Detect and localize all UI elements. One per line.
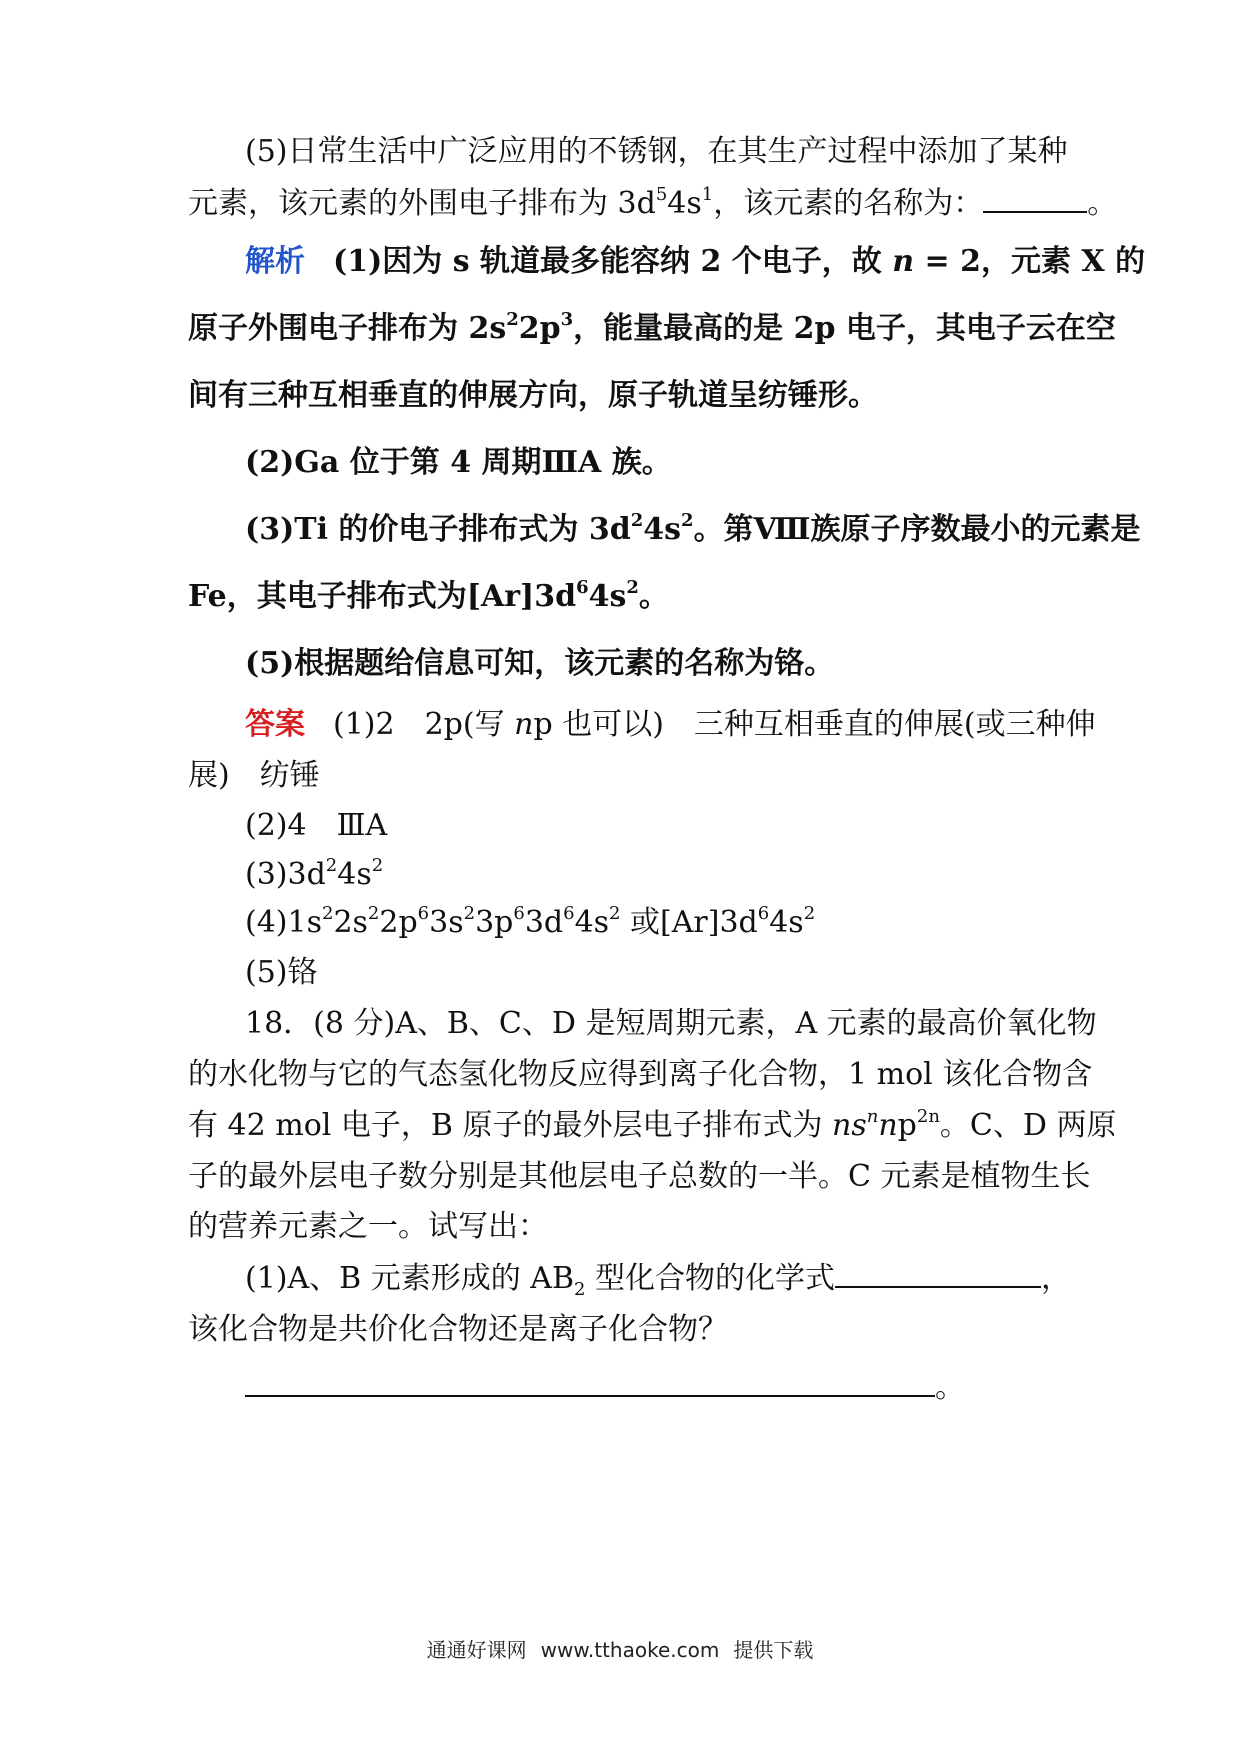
italic-var: n <box>892 244 915 279</box>
answer-text: 3s <box>429 905 464 940</box>
superscript: 2 <box>371 855 384 876</box>
analysis-label: 解析 <box>245 244 305 279</box>
q18-text: ， <box>1041 1261 1071 1296</box>
superscript: n <box>866 1106 879 1127</box>
answer-text: (4)1s <box>245 905 322 940</box>
superscript: 2 <box>463 903 476 924</box>
answer-line-4 <box>245 855 1115 895</box>
answer-text: 2p <box>379 905 418 940</box>
q18-text: 型化合物的化学式 <box>585 1261 835 1296</box>
q18-text: 18．(8 分)A、B、C、D 是短周期元素，A 元素的最高价氧化物 <box>245 1006 1097 1041</box>
footer-url[interactable]: www.tthaoke.com <box>540 1638 720 1662</box>
answer-text: 4s <box>337 857 372 892</box>
q18-sub1-line-3 <box>245 1368 1115 1408</box>
q18-text: 有 42 mol 电子，B 原子的最外层电子排布式为 <box>188 1108 833 1143</box>
analysis-text: 。 <box>638 579 669 614</box>
answer-text: (3)3d <box>245 857 326 892</box>
italic-var: n <box>878 1108 898 1143</box>
superscript: 6 <box>513 903 525 924</box>
q18-text: 。 <box>935 1370 965 1405</box>
superscript: 6 <box>417 903 430 924</box>
answer-text: 4s <box>769 905 804 940</box>
q18-line-4 <box>188 1157 1091 1197</box>
analysis-text: 4s <box>588 579 627 614</box>
q5-line-2 <box>188 184 1118 224</box>
answer-line-6 <box>245 953 1115 993</box>
superscript: 6 <box>757 903 770 924</box>
superscript: 3 <box>560 309 574 330</box>
analysis-line-7 <box>245 644 1115 684</box>
answer-text: (1)2 2p(写 <box>333 707 515 742</box>
answer-text: (5)铬 <box>245 955 318 990</box>
subscript: 2 <box>574 1279 586 1300</box>
q18-line-3 <box>188 1106 1117 1146</box>
analysis-text: ，能量最高的是 2p 电子，其电子云在空 <box>573 311 1116 346</box>
analysis-text: (5)根据题给信息可知，该元素的名称为铬。 <box>245 646 835 681</box>
analysis-text: 。第Ⅷ族原子序数最小的元素是 <box>693 512 1141 547</box>
analysis-line-1 <box>245 242 1146 282</box>
q5-text-end: 。 <box>1087 186 1118 221</box>
footer-site: 通通好课网 <box>426 1638 527 1662</box>
q18-line-1 <box>245 1004 1115 1044</box>
italic-var: ns <box>832 1108 867 1143</box>
answer-blank[interactable] <box>835 1260 1041 1288</box>
superscript: 2 <box>321 903 334 924</box>
q18-text: (1)A、B 元素形成的 AB <box>245 1261 574 1296</box>
q18-text: p <box>897 1108 917 1143</box>
superscript: 5 <box>655 184 668 205</box>
footer <box>0 1636 1240 1664</box>
analysis-text: 间有三种互相垂直的伸展方向，原子轨道呈纺锤形。 <box>188 378 878 413</box>
answer-text: 3d <box>524 905 564 940</box>
analysis-text: (1)因为 s 轨道最多能容纳 2 个电子，故 <box>333 244 893 279</box>
answer-line-1 <box>245 705 1115 745</box>
analysis-text: 2p <box>518 311 561 346</box>
answer-text: 展) 纺锤 <box>188 758 320 793</box>
q18-text: 的营养元素之一。试写出： <box>188 1209 548 1244</box>
q5-text-2c: ，该元素的名称为： <box>713 186 984 221</box>
q18-text: 。C、D 两原 <box>939 1108 1117 1143</box>
superscript: 2 <box>626 577 639 598</box>
superscript: 6 <box>576 577 589 598</box>
analysis-text: 原子外围电子排布为 2s <box>188 311 507 346</box>
q18-sub1-line-1 <box>245 1259 1115 1299</box>
answer-text: 4s <box>574 905 610 940</box>
superscript: 2 <box>803 903 816 924</box>
answer-text: 3p <box>475 905 514 940</box>
answer-text: p 也可以) 三种互相垂直的伸展(或三种伸 <box>533 707 1096 742</box>
q18-text: 该化合物是共价化合物还是离子化合物？ <box>188 1312 728 1347</box>
analysis-text: 4s <box>643 512 682 547</box>
analysis-line-2 <box>188 309 1116 349</box>
superscript: 2n <box>916 1106 940 1127</box>
superscript: 2 <box>630 510 644 531</box>
q18-sub1-line-2 <box>188 1310 1058 1350</box>
q5-text-1: (5)日常生活中广泛应用的不锈钢，在其生产过程中添加了某种 <box>245 134 1068 169</box>
superscript: 6 <box>563 903 575 924</box>
footer-tail: 提供下载 <box>733 1638 814 1662</box>
analysis-text: = 2，元素 X 的 <box>914 244 1146 279</box>
q5-text-2a: 元素，该元素的外围电子排布为 3d <box>188 186 656 221</box>
analysis-text: (3)Ti 的价电子排布式为 3d <box>245 512 631 547</box>
italic-var: n <box>514 707 534 742</box>
q18-text: 子的最外层电子数分别是其他层电子总数的一半。C 元素是植物生长 <box>188 1159 1091 1194</box>
q18-line-5 <box>188 1207 1058 1247</box>
superscript: 2 <box>367 903 380 924</box>
answer-line-2 <box>188 756 1058 796</box>
analysis-line-3 <box>188 376 1058 416</box>
q5-text-2b: 4s <box>667 186 702 221</box>
answer-blank[interactable] <box>245 1369 935 1397</box>
answer-text: (2)4 ⅢA <box>245 808 388 843</box>
answer-text: 或[Ar]3d <box>620 905 758 940</box>
analysis-line-5 <box>245 510 1141 550</box>
analysis-text: Fe，其电子排布式为[Ar]3d <box>188 579 577 614</box>
answer-label: 答案 <box>245 707 305 742</box>
analysis-line-4 <box>245 443 1115 483</box>
superscript: 2 <box>609 903 621 924</box>
superscript: 2 <box>681 510 694 531</box>
answer-blank[interactable] <box>983 185 1087 213</box>
answer-line-3 <box>245 806 1115 846</box>
superscript: 2 <box>325 855 338 876</box>
answer-line-5 <box>245 903 1115 943</box>
analysis-line-6 <box>188 577 1058 617</box>
answer-text: 2s <box>333 905 368 940</box>
superscript: 1 <box>701 184 714 205</box>
q18-text: 的水化物与它的气态氢化物反应得到离子化合物，1 mol 该化合物含 <box>188 1057 1093 1092</box>
q18-line-2 <box>188 1055 1093 1095</box>
superscript: 2 <box>506 309 519 330</box>
q5-line-1 <box>245 132 1115 172</box>
analysis-text: (2)Ga 位于第 4 周期ⅢA 族。 <box>245 445 672 480</box>
